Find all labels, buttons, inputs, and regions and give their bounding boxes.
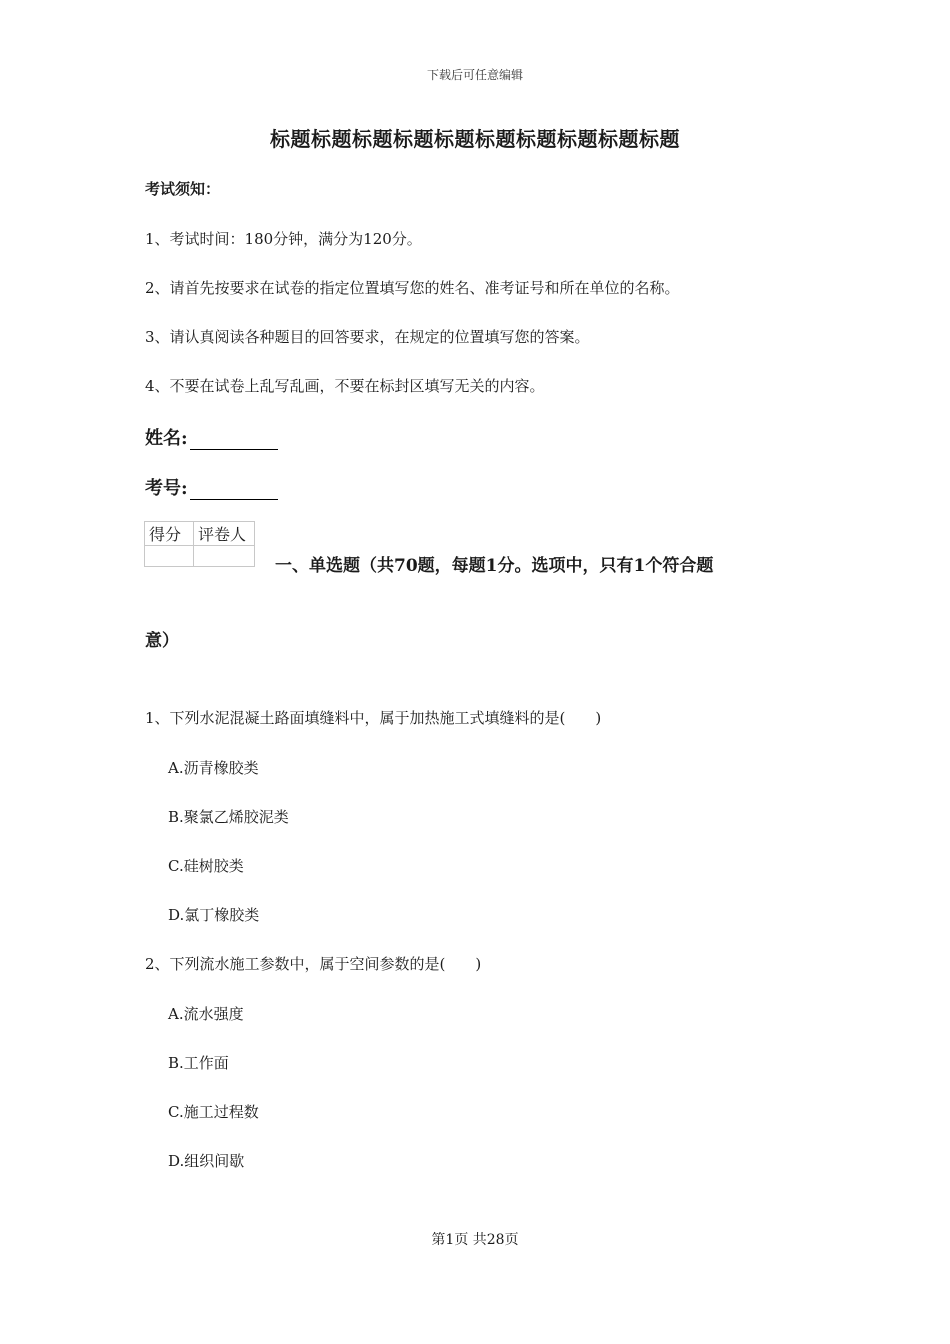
section-title-line2: 意） [145,631,179,651]
score-cell[interactable] [145,546,194,567]
notice-heading: 考试须知： [145,180,221,198]
score-table [144,521,255,567]
id-label: 考号: [145,478,188,499]
question-2-option-b[interactable]: B.工作面 [168,1054,229,1072]
question-1-option-c[interactable]: C.硅树胶类 [168,857,244,875]
page-footer: 第1页 共28页 [431,1232,519,1248]
question-1-option-d[interactable]: D.氯丁橡胶类 [168,906,260,924]
question-2-option-d[interactable]: D.组织间歇 [168,1152,245,1170]
question-1-option-a[interactable]: A.沥青橡胶类 [168,759,259,777]
question-1: 1、下列水泥混凝土路面填缝料中，属于加热施工式填缝料的是( ) [145,709,602,727]
notice-rule-1: 1、考试时间：180分钟，满分为120分。 [145,230,422,248]
grader-cell[interactable] [194,546,255,567]
question-2: 2、下列流水施工参数中，属于空间参数的是( ) [145,955,482,973]
notice-rule-2: 2、请首先按要求在试卷的指定位置填写您的姓名、准考证号和所在单位的名称。 [145,279,680,297]
id-blank[interactable] [190,479,278,500]
section-title-line1: 一、单选题（共70题，每题1分。选项中，只有1个符合题 [275,556,714,576]
question-2-option-a[interactable]: A.流水强度 [168,1005,244,1023]
name-field [145,424,278,450]
header-note: 下载后可任意编辑 [426,68,523,82]
document-title: 标题标题标题标题标题标题标题标题标题标题 [270,127,680,151]
name-blank[interactable] [190,429,278,450]
question-1-option-b[interactable]: B.聚氯乙烯胶泥类 [168,808,289,826]
name-label: 姓名: [145,428,188,449]
score-header: 得分 [145,522,194,546]
grader-header: 评卷人 [194,522,255,546]
notice-rule-3: 3、请认真阅读各种题目的回答要求，在规定的位置填写您的答案。 [145,328,590,346]
id-field [145,474,278,500]
notice-rule-4: 4、不要在试卷上乱写乱画，不要在标封区填写无关的内容。 [145,377,545,395]
question-2-option-c[interactable]: C.施工过程数 [168,1103,259,1121]
